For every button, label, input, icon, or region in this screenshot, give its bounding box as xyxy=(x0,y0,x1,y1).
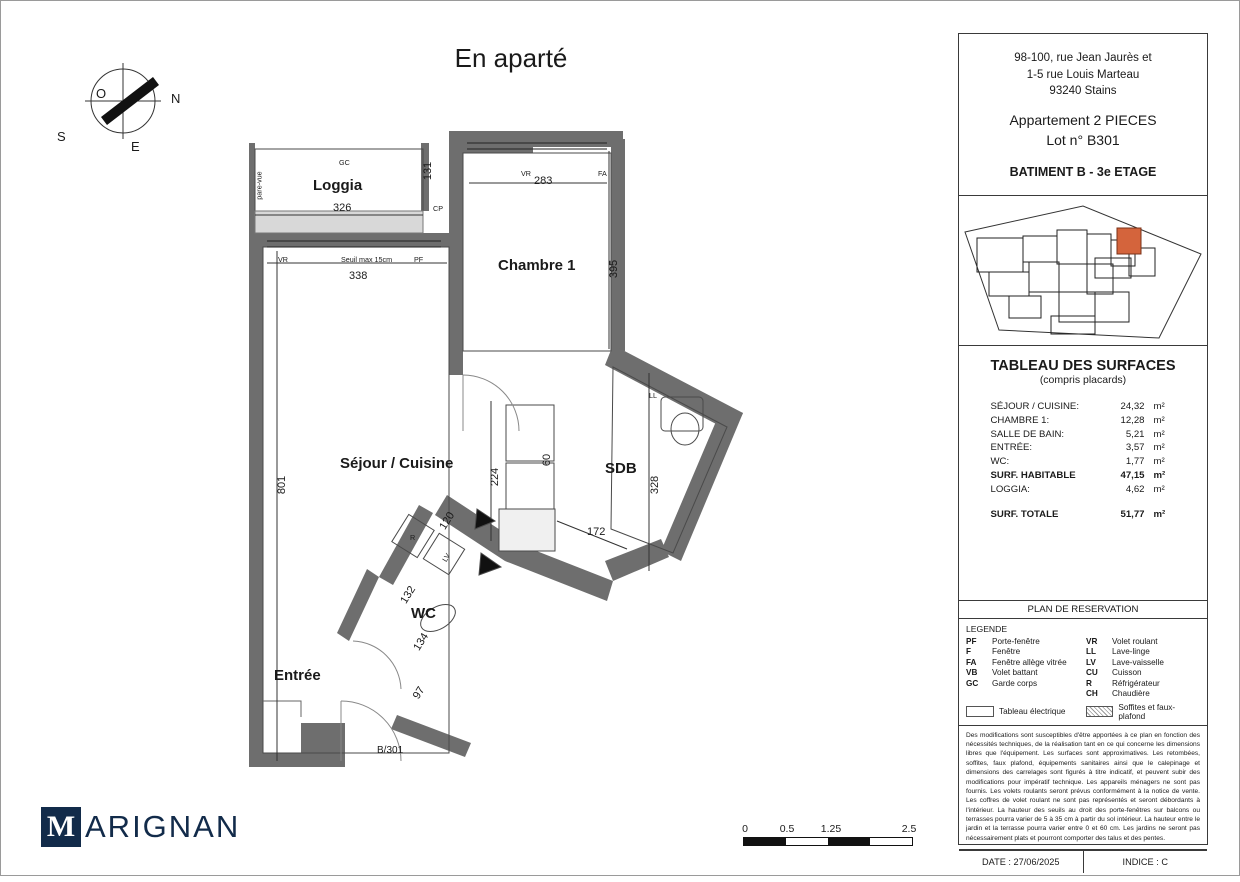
surface-value: 5,21 xyxy=(1125,428,1145,440)
list-item xyxy=(1086,689,1200,698)
annotation-vr-chambre: VR xyxy=(521,169,531,178)
address-block xyxy=(959,34,1207,196)
scale-tick-0-5: 0.5 xyxy=(779,823,795,835)
surface-label: SÉJOUR / CUISINE: xyxy=(990,401,1079,413)
surface-unit: m² xyxy=(1153,456,1165,468)
compass-label-n: N xyxy=(171,91,181,106)
legend-value: Lave-linge xyxy=(1112,647,1150,657)
annotation-lot-door: B/301 xyxy=(377,745,404,756)
plan-indice: INDICE : C xyxy=(1122,857,1168,868)
room-label-loggia: Loggia xyxy=(313,177,363,194)
annotation-pf: PF xyxy=(414,255,424,264)
list-item xyxy=(1086,647,1200,656)
list-item xyxy=(1086,637,1200,646)
list-item xyxy=(1086,679,1200,688)
surface-label: CHAMBRE 1: xyxy=(990,414,1050,426)
legend-symbol-label: Tableau électrique xyxy=(999,707,1066,717)
surface-label: ENTRÉE: xyxy=(990,442,1033,454)
table-row xyxy=(991,508,1176,522)
surface-value: 12,28 xyxy=(1120,414,1145,426)
date-indice-bar xyxy=(959,850,1207,873)
legend-key: LV xyxy=(1086,657,1096,667)
surface-unit: m² xyxy=(1153,428,1165,440)
surface-label: SALLE DE BAIN: xyxy=(990,428,1065,440)
surface-value: 1,77 xyxy=(1125,456,1145,468)
surface-unit: m² xyxy=(1153,442,1165,454)
dimension-172: 172 xyxy=(587,526,606,538)
floor-plan xyxy=(1,1,958,877)
legal-notice: Des modifications sont susceptibles d'être apportées à ce plan en fonction des nécessités techniques, de la réalisation tant en ce qui concerne les dimensions libres que l'équipement. Les surfaces sont approximatives. Les retombées, soffites, faux plafond, équipements sanitaires ainsi que le calepinage et dimensions des carrelages sont figurés à titre indicatif, et peuvent subir des modifications pour impératif technique. Les appareils ménagers ne sont pas fournis. Les volets roulants seront prévus conformément à la notice de vente. Les coffres de volet roulant ne sont pas représentés et seront débordants à l'intérieur. La hauteur des seuils au droit des porte-fenêtres sur balcons ou terrasses pourra varier de 5 à 35 cm à partir du sol intérieur. La hauteur entre le jardin et la terrasse pourra varier entre 0 et 60 cm. Les jardins ne seront pas nécessairement plats et pourront comporter des talus et des pentes. xyxy=(959,725,1207,849)
legend-key: CH xyxy=(1086,689,1098,699)
scale-tick-1-25: 1.25 xyxy=(820,823,842,835)
legend-value: Réfrigérateur xyxy=(1112,678,1160,688)
logo-mark: M xyxy=(41,807,81,847)
surface-table-block xyxy=(959,346,1207,601)
company-logo xyxy=(41,807,240,847)
annotation-vr-sejour: VR xyxy=(278,255,288,264)
table-row xyxy=(991,469,1176,483)
legend-title: LEGENDE xyxy=(966,623,1008,634)
surface-value: 4,62 xyxy=(1125,483,1145,495)
surface-table-subtitle: (compris placards) xyxy=(1039,373,1127,386)
legend-value: Garde corps xyxy=(992,678,1038,688)
legend-value: Chaudière xyxy=(1112,689,1150,699)
surface-value: 3,57 xyxy=(1125,442,1145,454)
legend-column-right xyxy=(1086,637,1200,700)
annotation-cp: CP xyxy=(433,204,443,213)
legend-value: Cuisson xyxy=(1112,668,1142,678)
annotation-r: R xyxy=(410,533,416,542)
building-floor: BATIMENT B - 3e ETAGE xyxy=(1009,164,1157,179)
legend-symbol-label: Soffites et faux-plafond xyxy=(1118,702,1176,721)
legend-value: Volet roulant xyxy=(1112,636,1158,646)
logo-wordmark: ARIGNAN xyxy=(85,809,241,844)
legend-key: LL xyxy=(1086,647,1097,657)
lot-number: Lot n° B301 xyxy=(1046,132,1120,149)
surface-table xyxy=(991,400,1176,522)
room-label-sejour-cuisine: Séjour / Cuisine xyxy=(340,455,454,472)
annotation-pare-vue: pare-vue xyxy=(254,171,264,200)
soffite-swatch xyxy=(1086,706,1113,717)
list-item xyxy=(966,679,1080,688)
table-row xyxy=(991,441,1176,455)
legend-symbol-soffite xyxy=(1086,703,1200,721)
legend-key: VR xyxy=(1086,636,1098,646)
address-line-2: 1-5 rue Louis Marteau xyxy=(1026,68,1140,81)
legend-value: Porte-fenêtre xyxy=(992,636,1040,646)
dimension-97: 97 xyxy=(410,684,428,702)
list-item xyxy=(966,647,1080,656)
scale-tick-2-5: 2.5 xyxy=(901,823,917,835)
annotation-seuil-max: Seuil max 15cm xyxy=(341,255,393,264)
dimension-338: 338 xyxy=(349,270,368,282)
dimension-395: 395 xyxy=(608,259,621,279)
list-item xyxy=(966,668,1080,677)
table-row xyxy=(991,400,1176,414)
legend-key: GC xyxy=(966,678,979,688)
apartment-type: Appartement 2 PIECES xyxy=(1009,112,1157,129)
compass-label-e: E xyxy=(131,139,140,154)
dimension-132: 132 xyxy=(398,584,419,606)
dimension-328: 328 xyxy=(649,475,662,495)
table-row xyxy=(991,455,1176,469)
legend-column-left xyxy=(966,637,1080,700)
dimension-134: 134 xyxy=(411,631,432,653)
dimension-131: 131 xyxy=(422,161,435,181)
annotation-gc: GC xyxy=(339,158,350,167)
reservation-header: PLAN DE RESERVATION xyxy=(959,601,1207,619)
dimension-224: 224 xyxy=(489,467,502,487)
annotation-ll: LL xyxy=(649,391,657,400)
surface-unit: m² xyxy=(1153,509,1166,521)
list-item xyxy=(1086,668,1200,677)
floor-plan-drawing xyxy=(1,1,958,877)
legend-key: F xyxy=(966,647,972,657)
legend-symbol-electrical xyxy=(966,703,1080,721)
plan-date: DATE : 27/06/2025 xyxy=(959,851,1084,873)
scale-bar-graphic xyxy=(743,837,913,846)
room-label-entree: Entrée xyxy=(274,667,321,684)
surface-value: 51,77 xyxy=(1120,509,1145,521)
surface-unit: m² xyxy=(1153,401,1165,413)
dimension-283: 283 xyxy=(534,175,553,187)
room-label-chambre-1: Chambre 1 xyxy=(498,257,576,274)
address-line-3: 93240 Stains xyxy=(1049,85,1117,98)
legend-value: Lave-vaisselle xyxy=(1112,657,1164,667)
table-spacer xyxy=(991,496,1176,508)
compass-label-s: S xyxy=(57,129,66,144)
surface-label: SURF. HABITABLE xyxy=(990,470,1076,482)
surface-unit: m² xyxy=(1153,414,1165,426)
legend-key: FA xyxy=(966,657,977,667)
legend-value: Fenêtre xyxy=(992,647,1021,657)
list-item xyxy=(966,637,1080,646)
legend-value: Fenêtre allège vitrée xyxy=(992,657,1067,667)
table-row xyxy=(991,482,1176,496)
surface-table-title: TABLEAU DES SURFACES xyxy=(990,357,1176,374)
annotation-fa: FA xyxy=(598,169,607,178)
compass-label-o: O xyxy=(96,86,107,101)
dimension-801: 801 xyxy=(276,475,289,495)
legend-key: VB xyxy=(966,668,978,678)
scale-bar xyxy=(742,823,917,846)
table-row xyxy=(991,427,1176,441)
list-item xyxy=(1086,658,1200,667)
room-label-sdb: SDB xyxy=(605,460,637,477)
table-row xyxy=(991,414,1176,428)
room-label-wc: WC xyxy=(411,605,436,622)
annotation-lv: LV xyxy=(440,551,453,564)
legend-key: CU xyxy=(1086,668,1098,678)
dimension-120: 120 xyxy=(437,510,458,532)
address-line-1: 98-100, rue Jean Jaurès et xyxy=(1014,52,1152,64)
legend-value: Volet battant xyxy=(992,668,1038,678)
key-plan xyxy=(959,196,1207,346)
legend-key: R xyxy=(1086,678,1092,688)
legend-block xyxy=(959,601,1207,850)
dimension-326: 326 xyxy=(333,202,352,214)
surface-unit: m² xyxy=(1153,483,1165,495)
list-item xyxy=(966,658,1080,667)
dimension-60: 60 xyxy=(541,453,554,467)
surface-label: SURF. TOTALE xyxy=(990,509,1059,521)
surface-value: 47,15 xyxy=(1120,470,1145,482)
surface-label: LOGGIA: xyxy=(990,483,1030,495)
surface-unit: m² xyxy=(1153,470,1166,482)
info-panel xyxy=(958,33,1208,868)
surface-label: WC: xyxy=(990,456,1010,468)
page-title: En aparté xyxy=(454,43,568,73)
electrical-panel-swatch xyxy=(966,706,994,717)
surface-value: 24,32 xyxy=(1120,401,1145,413)
legend-key: PF xyxy=(966,636,977,646)
scale-tick-0: 0 xyxy=(742,823,748,835)
